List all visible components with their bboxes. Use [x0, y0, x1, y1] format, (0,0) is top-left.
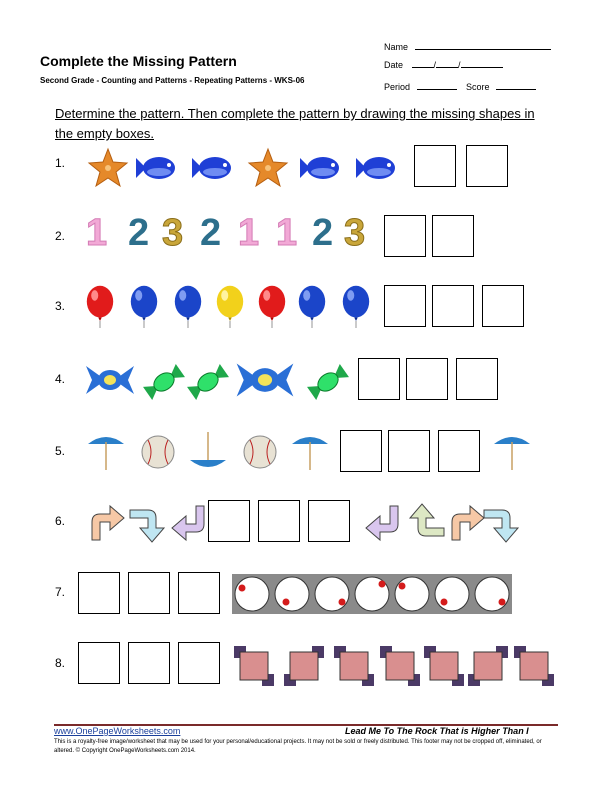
fish-icon: [134, 146, 178, 190]
worksheet-subtitle: Second Grade - Counting and Patterns - Repeating Patterns - WKS-06: [40, 76, 305, 85]
answer-box[interactable]: [432, 285, 474, 327]
period-field[interactable]: [384, 80, 457, 92]
red-balloon-icon: [250, 284, 294, 328]
footer-copyright: This is a royalty-free image/worksheet that may be used for your personal/educational projects. It may not be sold or freely distributed. This footer may not be cropped off, eliminated, or altered. © Copyright OnePageWorksheets.com 2014.: [54, 739, 542, 754]
umbrella-icon: [186, 430, 230, 474]
answer-box[interactable]: [482, 285, 524, 327]
score-blank[interactable]: [496, 80, 536, 90]
fish-icon: [298, 146, 342, 190]
dot-circle-icon: [272, 574, 312, 614]
green-candy-icon: [142, 360, 186, 404]
arrow-blue-icon: [482, 502, 526, 546]
answer-box[interactable]: [308, 500, 350, 542]
date-day-blank[interactable]: [433, 58, 458, 70]
row-number: 8.: [55, 656, 66, 670]
blue-balloon-icon: [334, 284, 378, 328]
date-separator: /: [458, 60, 461, 70]
umbrella-icon: [84, 430, 128, 474]
instructions: Determine the pattern. Then complete the pattern by drawing the missing shapes in the empty boxes.: [55, 106, 535, 141]
digit-one: 1: [86, 212, 108, 254]
blue-balloon-icon: [122, 284, 166, 328]
squares-icon: [280, 642, 328, 690]
dot-circle-icon: [432, 574, 472, 614]
dot-circle-icon: [472, 574, 512, 614]
answer-box[interactable]: [406, 358, 448, 400]
squares-icon: [510, 642, 558, 690]
squares-icon: [464, 642, 512, 690]
squares-icon: [230, 642, 278, 690]
blue-balloon-icon: [166, 284, 210, 328]
answer-box[interactable]: [128, 642, 170, 684]
answer-box[interactable]: [340, 430, 382, 472]
dot-circle-icon: [392, 574, 432, 614]
digit-two: 2: [200, 212, 222, 254]
answer-box[interactable]: [178, 572, 220, 614]
name-blank[interactable]: [415, 40, 551, 50]
squares-icon: [330, 642, 378, 690]
answer-box[interactable]: [432, 215, 474, 257]
arrow-blue-icon: [128, 502, 172, 546]
date-label: Date: [384, 60, 404, 70]
red-balloon-icon: [78, 284, 122, 328]
score-label: Score: [466, 82, 490, 92]
baseball-icon: [136, 430, 180, 474]
date-field[interactable]: [384, 58, 503, 70]
answer-box[interactable]: [438, 430, 480, 472]
footer-tagline: Lead Me To The Rock That is Higher Than I: [345, 726, 529, 736]
name-field[interactable]: [384, 40, 551, 52]
answer-box[interactable]: [78, 642, 120, 684]
answer-box[interactable]: [466, 145, 508, 187]
starfish-icon: [86, 146, 130, 190]
row-number: 6.: [55, 514, 66, 528]
answer-box[interactable]: [358, 358, 400, 400]
arrow-orange-icon: [84, 500, 128, 544]
row-number: 7.: [55, 585, 66, 599]
date-month-blank[interactable]: [412, 58, 434, 68]
answer-box[interactable]: [384, 285, 426, 327]
fish-icon: [190, 146, 234, 190]
answer-box[interactable]: [78, 572, 120, 614]
answer-box[interactable]: [128, 572, 170, 614]
answer-box[interactable]: [414, 145, 456, 187]
squares-icon: [420, 642, 468, 690]
umbrella-icon: [288, 430, 332, 474]
row-number: 1.: [55, 156, 66, 170]
digit-one: 1: [238, 212, 260, 254]
arrow-purple-icon: [168, 502, 212, 546]
starfish-icon: [246, 146, 290, 190]
umbrella-icon: [490, 430, 534, 474]
answer-box[interactable]: [178, 642, 220, 684]
name-label: Name: [384, 42, 409, 52]
blue-candy-icon: [84, 358, 136, 402]
blue-candy-icon: [232, 354, 298, 406]
dot-circle-icon: [352, 574, 392, 614]
answer-box[interactable]: [388, 430, 430, 472]
yellow-balloon-icon: [208, 284, 252, 328]
worksheet-title: Complete the Missing Pattern: [40, 53, 237, 69]
digit-one: 1: [276, 212, 298, 254]
answer-box[interactable]: [258, 500, 300, 542]
date-year-blank[interactable]: [461, 58, 503, 68]
digit-three: 3: [162, 212, 184, 254]
digit-two: 2: [312, 212, 334, 254]
digit-two: 2: [128, 212, 150, 254]
baseball-icon: [238, 430, 282, 474]
footer-website-link[interactable]: www.OnePageWorksheets.com: [54, 726, 181, 736]
period-label: Period: [384, 82, 411, 92]
answer-box[interactable]: [456, 358, 498, 400]
answer-box[interactable]: [208, 500, 250, 542]
green-candy-icon: [306, 360, 350, 404]
score-field[interactable]: [466, 80, 536, 92]
fish-icon: [354, 146, 398, 190]
date-separator: /: [433, 60, 437, 70]
green-candy-icon: [186, 360, 230, 404]
blue-balloon-icon: [290, 284, 334, 328]
answer-box[interactable]: [384, 215, 426, 257]
squares-icon: [376, 642, 424, 690]
arrow-purple-icon: [362, 502, 406, 546]
dot-circle-icon: [312, 574, 352, 614]
row-number: 2.: [55, 229, 66, 243]
digit-three: 3: [344, 212, 366, 254]
arrow-green-icon: [404, 500, 448, 544]
period-blank[interactable]: [417, 80, 457, 90]
row-number: 4.: [55, 372, 66, 386]
row-number: 5.: [55, 444, 66, 458]
dot-circle-icon: [232, 574, 272, 614]
row-number: 3.: [55, 299, 66, 313]
